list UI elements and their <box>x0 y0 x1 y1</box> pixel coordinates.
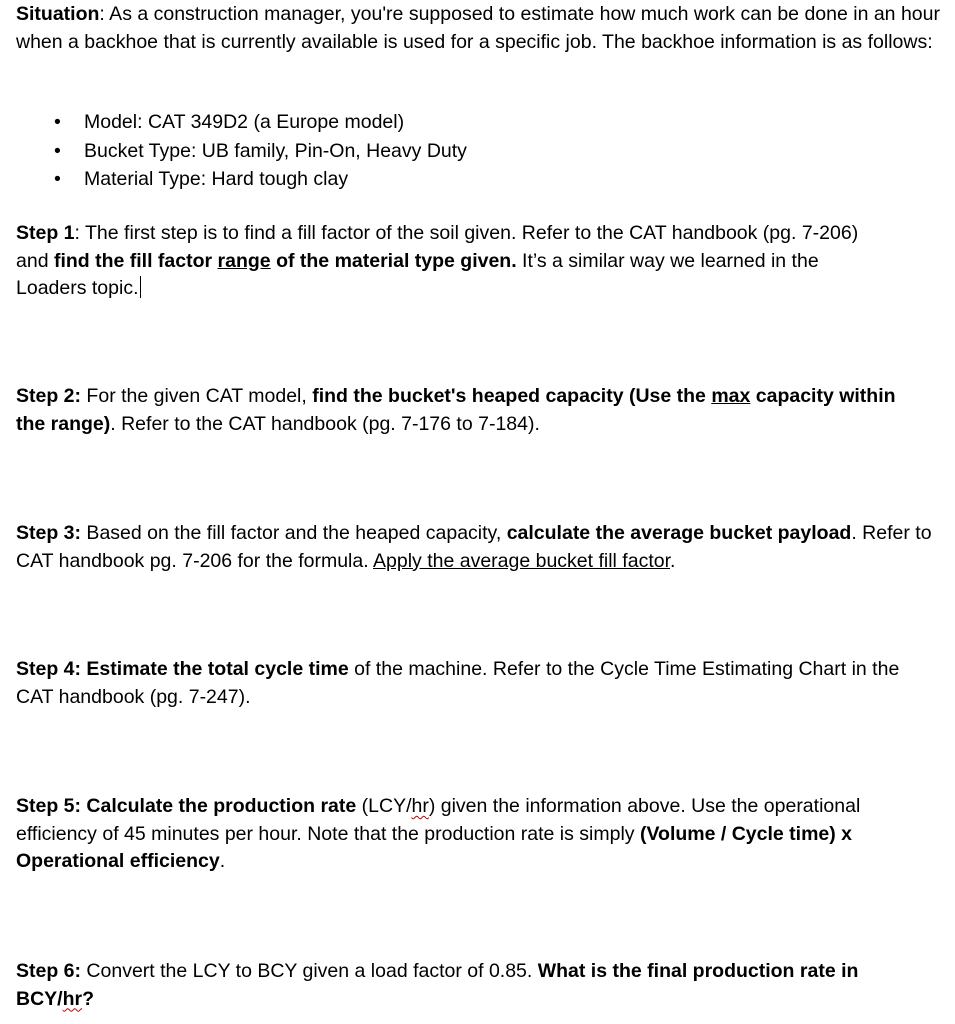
text-cursor <box>140 276 141 298</box>
step-3-text-3: . <box>670 549 676 572</box>
step-6-question-mark: ? <box>82 987 95 1010</box>
step-6-text: Convert the LCY to BCY given a load factor of 0.85. <box>81 960 538 982</box>
step-2-text: For the given CAT model, <box>81 385 313 407</box>
step-6-spellcheck-word: hr <box>62 987 83 1010</box>
situation-paragraph <box>16 1 941 56</box>
step-5-spellcheck-word: hr <box>411 795 429 817</box>
step-4-label: Step 4: Estimate the total cycle time <box>16 658 349 680</box>
step-5-text: (LCY/ <box>356 795 412 817</box>
step-2-bold-text-2: capacity within the range) <box>16 385 896 435</box>
list-item-model: • Model: CAT 349D2 (a Europe model) <box>16 109 941 138</box>
step-2-text-2: . Refer to the CAT handbook (pg. 7-176 to 7-184). <box>110 412 540 435</box>
step-5-text-2: ) given the information above. Use the operational efficiency of 45 minutes per hour. Note that the production rate is simply <box>16 795 861 845</box>
step-1-bold-text: find the fill factor <box>53 249 218 272</box>
step-1-label: Step 1 <box>16 222 75 244</box>
step-3-label: Step 3: <box>16 522 82 544</box>
step-4-text: of the machine. Refer to the Cycle Time Estimating Chart in the CAT handbook (pg. 7-247). <box>16 658 900 708</box>
step-1-text-2: It’s a similar way we learned in the Loaders topic. <box>16 249 819 299</box>
step-3-bold-text: calculate the average bucket payload <box>506 522 852 544</box>
step-6-label: Step 6: <box>16 960 82 982</box>
step-1-underlined-range: range <box>217 249 271 272</box>
situation-text: : As a construction manager, you're supposed to estimate how much work can be done in an hour when a backhoe that is currently available is used for a specific job. The backhoe information is as follows: <box>16 3 940 53</box>
step-1-paragraph <box>16 220 886 303</box>
step-1-bold-text-2: of the material type given. <box>270 249 517 272</box>
backhoe-info-list <box>16 109 941 195</box>
step-3-text: Based on the fill factor and the heaped capacity, <box>81 522 507 544</box>
step-6-paragraph <box>16 958 941 1013</box>
step-6-bold-question: What is the final production rate in BCY/ <box>16 960 859 1010</box>
step-5-label: Step 5: Calculate the production rate <box>16 795 357 817</box>
step-5-paragraph <box>16 793 941 876</box>
step-2-underlined-max: max <box>711 385 751 407</box>
step-3-underlined-text: Apply the average bucket fill factor <box>373 549 671 572</box>
step-3-text-2: . Refer to CAT handbook pg. 7-206 for the formula. <box>16 522 932 572</box>
list-item-material-type: • Material Type: Hard tough clay <box>16 166 941 195</box>
step-4-paragraph <box>16 656 941 711</box>
step-3-paragraph <box>16 520 941 575</box>
step-1-text: : The first step is to find a fill factor of the soil given. Refer to the CAT handbook (pg. 7-206) and <box>16 222 859 272</box>
step-5-text-3: . <box>219 850 226 872</box>
step-5-bold-formula: (Volume / Cycle time) x Operational efficiency <box>16 822 853 872</box>
list-item-bucket-type: • Bucket Type: UB family, Pin-On, Heavy Duty <box>16 138 941 167</box>
situation-label: Situation <box>16 3 100 25</box>
step-2-label: Step 2: <box>16 385 82 407</box>
step-2-bold-text: find the bucket's heaped capacity (Use the <box>312 385 712 407</box>
step-2-paragraph <box>16 383 916 438</box>
